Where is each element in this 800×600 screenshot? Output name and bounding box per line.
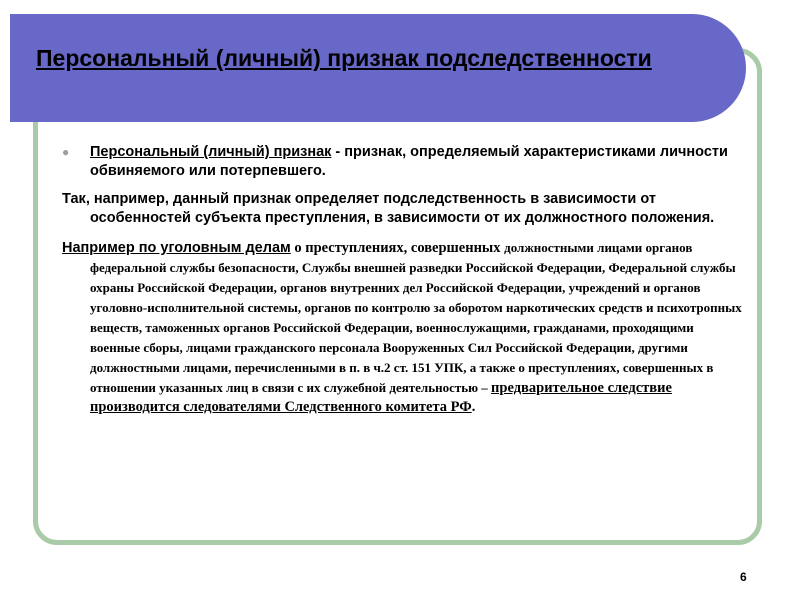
criminal-cases-end: . xyxy=(471,399,476,415)
criminal-cases-intro: о преступлениях, совершенных xyxy=(290,240,505,256)
definition-term: Персональный (личный) признак xyxy=(90,144,332,160)
page-number: 6 xyxy=(740,570,747,584)
slide-title: Персональный (личный) признак подследственности xyxy=(36,45,652,71)
criminal-cases-body: должностными лицами органов федеральной службы безопасности, Службы внешней разведки Российской Федерации, Федеральной службы охраны Российской Федерации, органов внутренних дел Российской Федерации, учреждений и органов уголовно-исполнительной системы, органов по контролю за оборотом наркотических средств и психотропных веществ, таможенных органов Российской Федерации, военнослужащими, гражданами, проходящими военные сборы, лицами гражданского персонала Вооруженных Сил Российской Федерации, другими должностными лицами, перечисленными в п. в ч.2 ст. 151 УПК, а также о преступлениях, совершенных в отношении указанных лиц в связи с их служебной деятельностью – xyxy=(90,240,742,395)
definition-paragraph xyxy=(62,143,742,181)
criminal-cases-lead: Например по уголовным делам xyxy=(62,240,291,256)
definition-text: - признак, определяемый характеристиками личности обвиняемого или потерпевшего. xyxy=(90,144,728,179)
investigators-phrase: предварительное следствие производится следователями Следственного комитета РФ xyxy=(90,380,672,415)
example-paragraph: Так, например, данный признак определяет подследственность в зависимости от особенностей субъекта преступления, в зависимости от их должностного положения. xyxy=(62,191,715,226)
bullet-dot-icon: ● xyxy=(62,145,70,159)
criminal-cases-paragraph xyxy=(62,238,742,417)
title-bar xyxy=(10,14,746,122)
slide-content xyxy=(62,143,742,417)
